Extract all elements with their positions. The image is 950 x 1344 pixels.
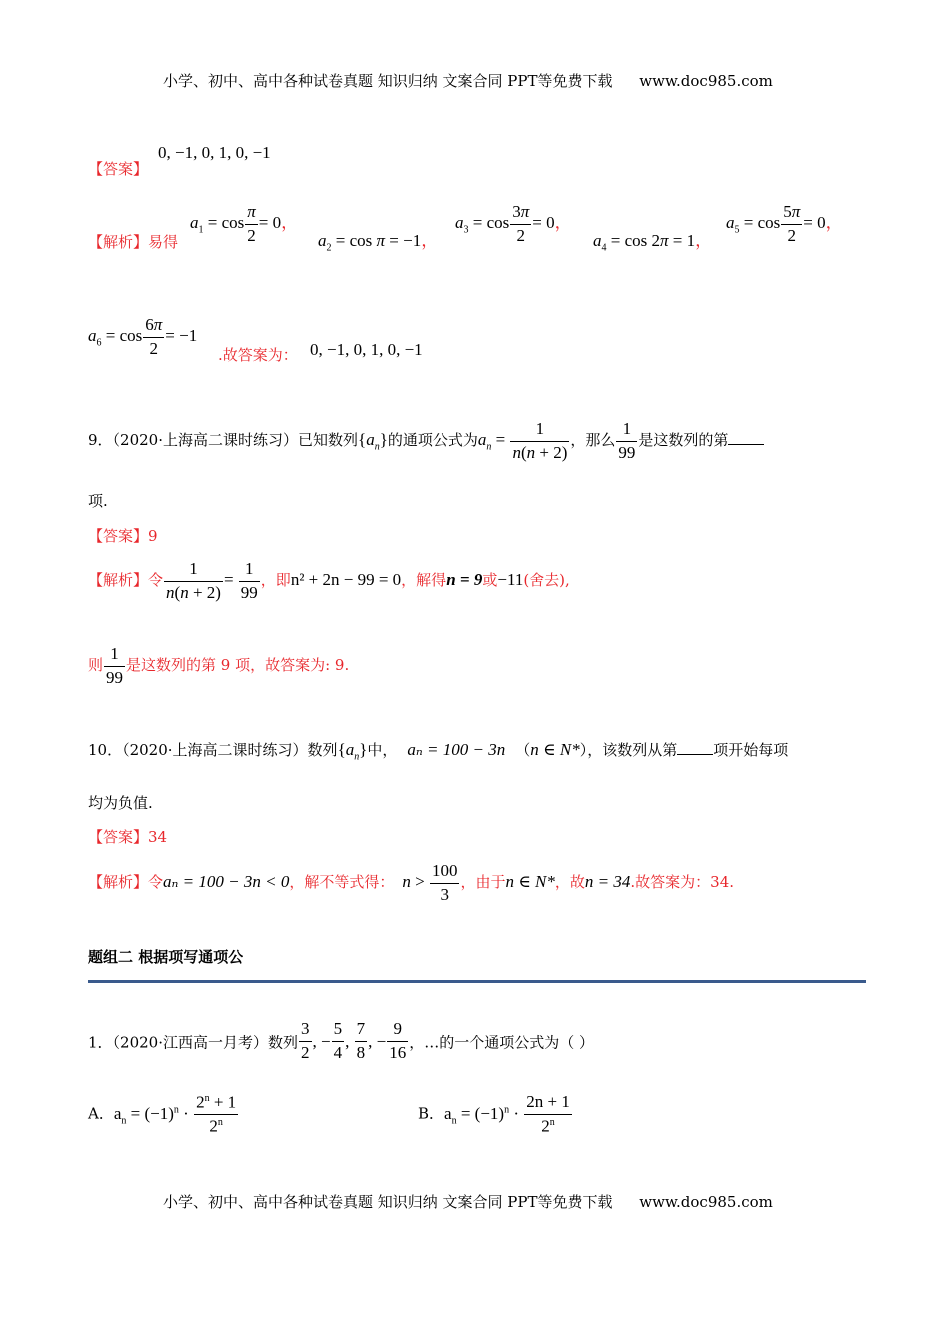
- footer-site: www.doc985.com: [639, 1193, 773, 1211]
- q8-conclusion-math: 0, −1, 0, 1, 0, −1: [310, 340, 423, 359]
- q8-term-a3: $a_3 = \cos$ $\frac{3\pi}{2}$ = 0，: [455, 202, 572, 245]
- section-divider: [88, 980, 866, 983]
- q9-seq-symbol: $\{a_n\}$: [358, 430, 388, 453]
- q10-text2: 中，: [367, 741, 398, 759]
- q9-analysis: [88, 560, 570, 602]
- q10-answer: [88, 826, 167, 847]
- page-header: [163, 70, 773, 91]
- q10-stem: [88, 730, 788, 777]
- page-footer: [163, 1191, 773, 1212]
- q10-analysis-therefore: ，故: [554, 873, 585, 892]
- q8-answer-math: 0, −1, 0, 1, 0, −1: [158, 143, 271, 162]
- q8-term-a4: $a_4 = \cos 2\pi = 1$，: [593, 231, 713, 254]
- answer-label: 【答案】: [88, 527, 149, 545]
- group2-title: 题组二 根据项写通项公: [88, 948, 244, 966]
- q10-text5: 均为负值.: [88, 794, 153, 812]
- q9-analysis-or: 或: [482, 571, 498, 590]
- q10-cond-open: （: [515, 741, 531, 759]
- q9-stem: [88, 420, 764, 468]
- q8-term-a1: $a_1 = \cos$ $\frac{\pi}{2}$ = 0，: [190, 202, 299, 245]
- q10-formula: aₙ = 100 − 3n: [407, 740, 506, 759]
- q10-text4: 项开始每项: [713, 741, 789, 759]
- q8-term-a5: $a_5 = \cos$ $\frac{5\pi}{2}$ = 0，: [726, 202, 843, 245]
- q9-text2: 的通项公式为: [387, 431, 478, 450]
- q8-term-a6: $a_6 = \cos$ $\frac{6\pi}{2}$ = −1: [88, 315, 198, 358]
- q9-conclusion: [88, 645, 349, 687]
- q10-analysis-n: n = 34: [584, 872, 631, 892]
- q8-answer-label: 【答案】: [88, 160, 149, 178]
- option-b-formula: $a_n = (-1)^n$ · $\frac{2n + 1}{2^n}$: [444, 1092, 570, 1136]
- q9-number: 9．: [88, 431, 113, 450]
- g2q1-option-b[interactable]: [418, 1090, 573, 1141]
- q10-analysis: [88, 862, 734, 904]
- q10-analysis-since: ，由于: [460, 873, 506, 892]
- q10-analysis-mid: ，解不等式得：: [289, 873, 395, 892]
- q9-source: （2020·上海高二课时练习）: [112, 431, 298, 450]
- q9-text1: 已知数列: [298, 431, 359, 450]
- option-a-formula: $a_n = (-1)^n$ · $\frac{2^n + 1}{2^n}$: [113, 1092, 237, 1136]
- q10-blank: [677, 753, 713, 755]
- q9-line2-text: 是这数列的第 9 项，故答案为: 9.: [126, 656, 350, 675]
- g2q1-sequence: $\frac{3}{2}$ , − $\frac{5}{4}$ , $\frac{7}{8}$ , − $\frac{9}{16}$: [301, 1019, 407, 1062]
- q10-answer-value: 34: [148, 828, 168, 846]
- q10-cond-close: ）: [579, 741, 588, 759]
- header-site: www.doc985.com: [639, 72, 773, 90]
- q9-answer-value: 9: [148, 527, 158, 545]
- analysis-label: 【解析】: [88, 873, 149, 892]
- analysis-label: 【解析】: [88, 571, 149, 590]
- q9-line2-prefix: 则: [88, 656, 104, 675]
- g2q1-source: （2020·江西高一月考）: [112, 1033, 268, 1052]
- q8-term-a2: $a_2 = \cos \pi = -1$，: [318, 231, 439, 254]
- q9-text3: ，那么: [570, 431, 616, 450]
- g2q1-text1: 数列: [268, 1033, 299, 1052]
- analysis-label: 【解析】: [88, 233, 149, 251]
- q8-analysis-label: [88, 231, 178, 252]
- q9-analysis-neg: −11: [497, 570, 524, 590]
- g2q1-text2: ，…的一个通项公式为（ ）: [409, 1033, 594, 1052]
- q9-analysis-equation1: $\frac{1}{n(n + 2)}$ = $\frac{1}{99}$: [166, 559, 258, 602]
- q10-analysis-cond: n ∈ N*: [505, 872, 555, 892]
- q9-analysis-mid: ，即: [260, 571, 291, 590]
- q10-analysis-solution: n > $\frac{100}{3}$: [402, 861, 458, 904]
- q8-conclusion: .故答案为：: [218, 346, 298, 364]
- g2q1-option-a[interactable]: [88, 1090, 239, 1141]
- q9-analysis-discard: (舍去),: [523, 571, 570, 590]
- q9-blank: [728, 443, 764, 445]
- q10-analysis-ineq: aₙ = 100 − 3n < 0: [163, 872, 290, 892]
- g2q1-number: 1．: [88, 1033, 113, 1052]
- q9-formula: $a_n$ = $\frac{1}{n(n + 2)}$: [477, 419, 568, 462]
- q9-analysis-prefix: 令: [148, 571, 164, 590]
- q10-text3: ，该数列从第: [587, 741, 678, 759]
- q9-analysis-solve: ，解得: [401, 571, 447, 590]
- header-text: 小学、初中、高中各种试卷真题 知识归纳 文案合同 PPT等免费下载: [163, 72, 613, 90]
- q10-cond: n ∈ N*: [530, 740, 580, 759]
- q9-target-fraction: $\frac{1}{99}$: [618, 419, 636, 462]
- q10-source: （2020·上海高二课时练习）: [122, 741, 308, 759]
- option-b-label: B．: [418, 1104, 445, 1123]
- footer-text: 小学、初中、高中各种试卷真题 知识归纳 文案合同 PPT等免费下载: [163, 1193, 613, 1211]
- q9-analysis-equation2: n² + 2n − 99 = 0: [290, 570, 402, 590]
- analysis-prefix: 易得: [148, 233, 179, 251]
- g2q1-stem: [88, 1020, 594, 1062]
- q10-number: 10．: [88, 741, 123, 759]
- option-a-label: A．: [88, 1104, 114, 1123]
- q9-answer: [88, 525, 158, 546]
- answer-label: 【答案】: [88, 828, 149, 846]
- q9-text5: 项.: [88, 492, 108, 510]
- q9-analysis-root: n = 9: [446, 570, 483, 590]
- q10-text1: 数列: [307, 741, 338, 759]
- q10-analysis-end: .故答案为：34.: [630, 873, 735, 892]
- q10-analysis-prefix: 令: [148, 873, 164, 892]
- q9-line2-fraction: $\frac{1}{99}$: [106, 644, 124, 687]
- q10-seq-symbol: $\{a_n\}$: [337, 740, 368, 763]
- q9-text4: 是这数列的第: [638, 431, 729, 450]
